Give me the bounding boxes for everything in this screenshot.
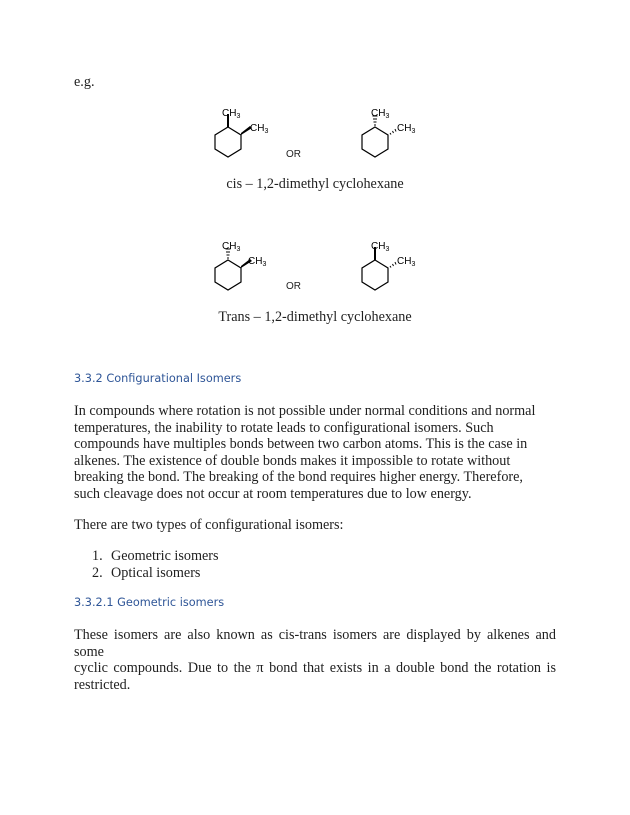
trans-molecule-right — [362, 260, 388, 290]
paragraph-line: breaking the bond. The breaking of the bond requires higher energy. Therefore, — [74, 469, 523, 486]
cis-or-label: OR — [286, 149, 301, 160]
section-heading: 3.3.2 Configurational Isomers — [74, 372, 242, 385]
paragraph-line: such cleavage does not occur at room temperatures due to low energy. — [74, 485, 472, 502]
cis-caption: cis – 1,2-dimethyl cyclohexane — [226, 176, 404, 192]
trans-right-ch3-top: $CH_3$ — [371, 241, 390, 253]
paragraph-line: alkenes. The existence of double bonds makes it impossible to rotate without — [74, 452, 511, 469]
trans-left-ch3-side: $CH_3$ — [248, 256, 267, 268]
cis-structures-figure — [0, 100, 630, 170]
trans-molecule-left — [215, 260, 241, 290]
cis-left-ch3-side: $CH_3$ — [250, 123, 269, 135]
isomer-type-list — [92, 548, 292, 582]
paragraph-line: restricted. — [74, 676, 131, 693]
trans-left-ch3-top: $CH_3$ — [222, 241, 241, 253]
cis-molecule-left — [215, 127, 241, 157]
cis-left-ch3-top: $CH_3$ — [222, 108, 241, 120]
trans-caption: Trans – 1,2-dimethyl cyclohexane — [218, 309, 412, 325]
hashed-bond-icon — [390, 262, 396, 268]
trans-structures-figure — [0, 233, 630, 303]
list-item — [92, 565, 292, 582]
subsection-heading: 3.3.2.1 Geometric isomers — [74, 596, 225, 609]
hashed-bond-icon — [390, 129, 396, 135]
paragraph-line: cyclic compounds. Due to the π bond that exists in a double bond the rotation is — [74, 660, 556, 677]
paragraph-line: temperatures, the inability to rotate leads to configurational isomers. Such — [74, 419, 494, 436]
trans-or-label: OR — [286, 281, 301, 292]
paragraph-line: In compounds where rotation is not possible under normal conditions and normal — [74, 403, 536, 419]
paragraph-line: These isomers are also known as cis-trans isomers are displayed by alkenes and some — [74, 627, 556, 660]
paragraph-line: compounds have multiples bonds between two carbon atoms. This is the case in — [74, 436, 528, 453]
trans-right-ch3-side: $CH_3$ — [397, 256, 416, 268]
eg-label: e.g. — [74, 74, 95, 90]
list-item-number: 2. — [92, 565, 103, 581]
list-item — [92, 548, 292, 565]
paragraph-3 — [74, 627, 556, 693]
list-item-text: Geometric isomers — [111, 548, 219, 564]
cis-molecule-right — [362, 127, 388, 157]
cis-right-ch3-top: $CH_3$ — [371, 108, 390, 120]
list-item-text: Optical isomers — [111, 565, 201, 581]
list-item-number: 1. — [92, 548, 103, 564]
cis-right-ch3-side: $CH_3$ — [397, 123, 416, 135]
paragraph-1 — [74, 403, 546, 503]
paragraph-2: There are two types of configurational isomers: — [74, 517, 344, 533]
